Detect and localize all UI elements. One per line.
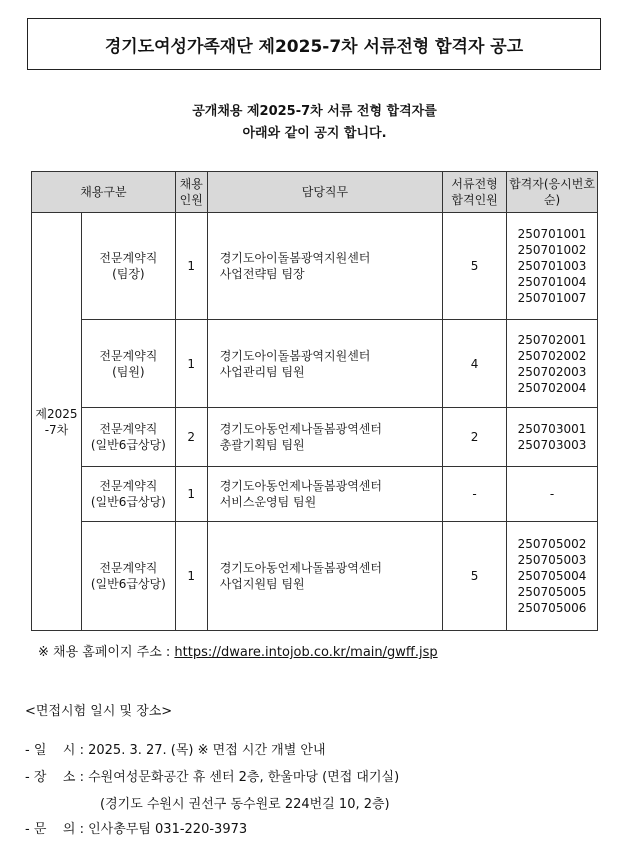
type-line2: (팀원): [112, 364, 145, 379]
count-cell: 1: [175, 522, 207, 631]
count-cell: 1: [175, 213, 207, 320]
homepage-label: ※ 채용 홈페이지 주소 :: [38, 645, 175, 660]
duty-line1: 경기도아동언제나돌봄광역센터: [219, 561, 382, 575]
type-cell: [81, 522, 175, 631]
header-duty: 담당직무: [207, 172, 442, 213]
round-line1: 제2025: [35, 406, 78, 421]
header-count-line2: 인원: [179, 193, 203, 207]
ids-cell: [507, 522, 598, 631]
results-table: [31, 171, 598, 631]
homepage-line: [38, 641, 438, 660]
duty-line2: 총괄기획팀 팀원: [219, 438, 305, 452]
header-pass-line2: 합격인원: [451, 193, 498, 207]
duty-line2: 서비스운영팀 팀원: [219, 495, 317, 509]
round-line2: -7차: [44, 422, 69, 437]
duty-line2: 사업지원팀 팀원: [219, 577, 305, 591]
duty-cell: [207, 467, 442, 522]
type-line1: 전문계약직: [99, 348, 158, 363]
type-line2: (일반6급상당): [90, 495, 166, 509]
applicant-id: 250702003: [517, 364, 587, 379]
duty-line1: 경기도아이돌봄광역지원센터: [219, 251, 371, 265]
ids-cell: [507, 320, 598, 408]
duty-cell: [207, 320, 442, 408]
type-cell: [81, 467, 175, 522]
table-row: [32, 408, 598, 467]
header-pass-line1: 서류전형: [451, 177, 498, 191]
count-cell: 1: [175, 467, 207, 522]
interview-heading: <면접시험 일시 및 장소>: [25, 704, 173, 719]
count-cell: 2: [175, 408, 207, 467]
type-line1: 전문계약직: [99, 422, 158, 436]
interview-address: (경기도 수원시 권선구 동수원로 224번길 10, 2층): [100, 797, 390, 812]
type-line2: (일반6급상당): [90, 438, 166, 452]
table-header-row: [32, 172, 598, 213]
applicant-id: 250701004: [517, 275, 587, 289]
pass-cell: 5: [443, 213, 507, 320]
pass-cell: 2: [443, 408, 507, 467]
type-cell: [81, 408, 175, 467]
applicant-id: 250703001: [517, 422, 587, 436]
applicant-id: 250705003: [517, 553, 587, 567]
type-cell: [81, 213, 175, 320]
type-cell: [81, 320, 175, 408]
table-row: [32, 522, 598, 631]
header-count: [175, 172, 207, 213]
type-line1: 전문계약직: [99, 479, 158, 493]
type-line1: 전문계약직: [99, 561, 158, 575]
header-pass: [443, 172, 507, 213]
applicant-id: 250701001: [517, 227, 587, 241]
duty-cell: [207, 213, 442, 320]
duty-line2: 사업관리팀 팀원: [219, 364, 305, 379]
applicant-id: 250702001: [517, 332, 587, 347]
applicant-id: 250705006: [517, 601, 587, 615]
pass-cell: -: [443, 467, 507, 522]
table-row: [32, 467, 598, 522]
pass-cell: 4: [443, 320, 507, 408]
interview-contact: - 문 의 : 인사총무팀 031-220-3973: [25, 822, 248, 837]
pass-cell: 5: [443, 522, 507, 631]
applicant-id: 250705002: [517, 537, 587, 551]
applicant-id: 250701002: [517, 243, 587, 257]
ids-cell: [507, 467, 598, 522]
table-row: [32, 320, 598, 408]
ids-cell: [507, 408, 598, 467]
type-line2: (팀장): [112, 267, 145, 281]
count-cell: 1: [175, 320, 207, 408]
duty-cell: [207, 522, 442, 631]
duty-cell: [207, 408, 442, 467]
applicant-id: 250702004: [517, 380, 587, 395]
ids-cell: [507, 213, 598, 320]
duty-line2: 사업전략팀 팀장: [219, 267, 305, 281]
header-count-line1: 채용: [179, 177, 203, 191]
applicant-id: 250702002: [517, 348, 587, 363]
applicant-id: -: [549, 487, 555, 501]
interview-date: - 일 시 : 2025. 3. 27. (목) ※ 면접 시간 개별 안내: [25, 743, 326, 758]
applicant-id: 250701007: [517, 291, 587, 305]
header-ids: 합격자(응시번호순): [507, 172, 598, 213]
round-cell: [32, 213, 82, 631]
notice-title-box: [27, 18, 601, 70]
intro-line-1: 공개채용 제2025-7차 서류 전형 합격자를: [192, 104, 437, 119]
table-row: [32, 213, 598, 320]
homepage-link[interactable]: https://dware.intojob.co.kr/main/gwff.jsp: [174, 645, 438, 660]
notice-title: 경기도여성가족재단 제2025-7차 서류전형 합격자 공고: [104, 36, 524, 57]
applicant-id: 250701003: [517, 259, 587, 273]
applicant-id: 250703003: [517, 438, 587, 452]
type-line1: 전문계약직: [99, 251, 158, 265]
interview-place: - 장 소 : 수원여성문화공간 휴 센터 2층, 한울마당 (면접 대기실): [25, 770, 400, 785]
duty-line1: 경기도아이돌봄광역지원센터: [219, 348, 371, 363]
type-line2: (일반6급상당): [90, 577, 166, 591]
intro-line-2: 아래와 같이 공지 합니다.: [242, 126, 387, 141]
duty-line1: 경기도아동언제나돌봄광역센터: [219, 422, 382, 436]
applicant-id: 250705005: [517, 585, 587, 599]
header-category: 채용구분: [32, 172, 176, 213]
applicant-id: 250705004: [517, 569, 587, 583]
duty-line1: 경기도아동언제나돌봄광역센터: [219, 479, 382, 493]
